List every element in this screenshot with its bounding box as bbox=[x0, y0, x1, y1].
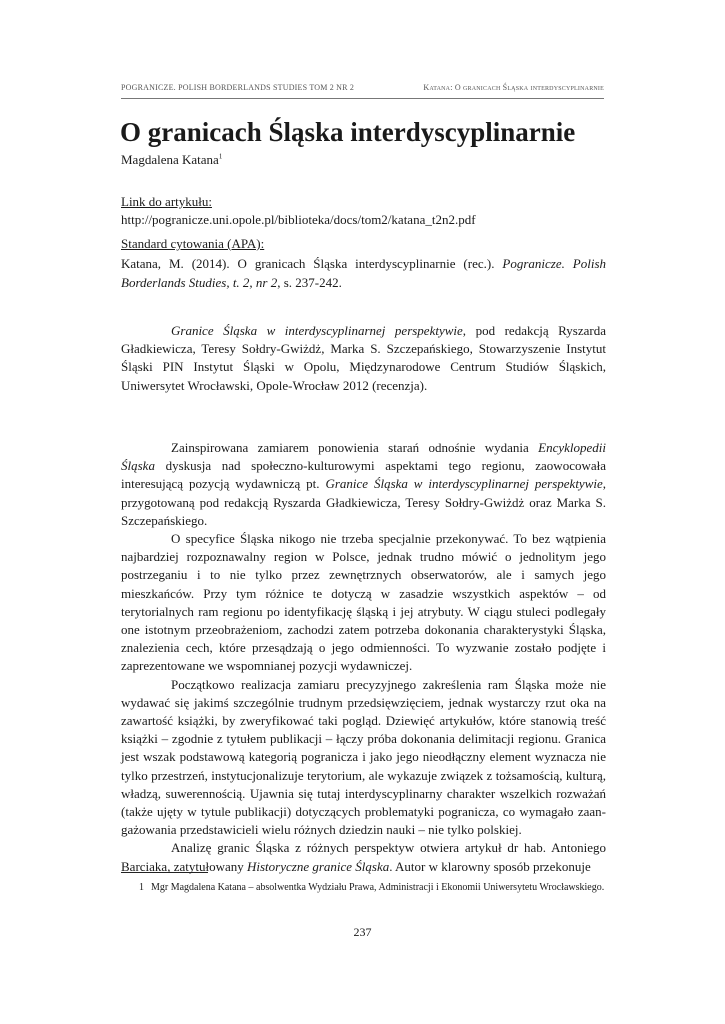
footnote-rule bbox=[121, 872, 208, 873]
citation-text-b: , s. 237-242. bbox=[277, 274, 342, 290]
link-label: Link do artykułu: bbox=[121, 194, 212, 209]
footnote-text: Mgr Magdalena Katana – absolwentka Wydziału Prawa, Administracji i Ekonomii Uniwersytetu Wrocławskiego. bbox=[151, 882, 605, 893]
body-paragraph-1 bbox=[121, 439, 606, 530]
header-rule bbox=[121, 98, 604, 99]
footnote bbox=[121, 881, 606, 895]
article-link[interactable]: http://pogranicze.uni.opole.pl/biblioteka/docs/tom2/katana_t2n2.pdf bbox=[121, 212, 476, 227]
p1-italic-encyclopedia: Encyklopedii Śląska bbox=[121, 440, 606, 474]
author-name bbox=[121, 152, 222, 168]
citation-journal: Pogranicze. Polish Borderlands Studies, t. 2, nr 2 bbox=[121, 256, 606, 290]
review-paragraph bbox=[121, 322, 606, 395]
article-link-block bbox=[121, 193, 606, 229]
author-name-text: Magdalena Katana bbox=[121, 152, 219, 167]
citation-text-a: Katana, M. (2014). O granicach Śląska interdyscyplinarnie (rec.). bbox=[121, 256, 503, 271]
article-body bbox=[121, 439, 606, 876]
running-head-journal: POGRANICZE. POLISH BORDERLANDS STUDIES TOM 2 NR 2 bbox=[121, 83, 355, 92]
article-title: O granicach Śląska interdyscyplinarnie bbox=[120, 117, 576, 147]
footnote-number: 1 bbox=[139, 882, 144, 893]
body-paragraph-3: Początkowo realizacja zamiaru precyzyjnego zakreślenia ram Śląska może nie wydawać się jakimś szczególnie trudnym przedsięwzięciem, jednak wystarczy rzut oka na zawartość książki, by zweryfikować taki pogląd. Dziewięć artykułów, które stanowią treść książki – zgodnie z tytułem publikacji – łączy próba dokonania delimitacji regionu. Granica jest wszak podstawową kategorią pogranicza i jako jego nieodłączny element wyznacza nie tylko przestrzeń, instytucjonalizuje terytorium, ale wykazuje związek z tożsamością, kulturą, władzą, suwerennością. Ujawnia się tutaj interdyscyplinarny charakter wszelkich rozważań (także ujęty w tytule publikacji) dotyczących problematyki pogranicza, co wymagało zaangażowania przedstawicieli wielu różnych dziedzin nauki – nie tylko polskiej. bbox=[121, 676, 606, 838]
p4-text-b: . Autor w klarowny sposób przekonuje bbox=[389, 858, 591, 874]
citation-text bbox=[121, 255, 606, 292]
author-footnote-mark[interactable]: 1 bbox=[218, 152, 223, 161]
running-head bbox=[121, 83, 604, 92]
page-number: 237 bbox=[353, 925, 372, 939]
p1-italic-book: Granice Śląska w interdyscyplinarnej perspektywie bbox=[325, 476, 603, 492]
p4-italic-title: Historyczne granice Śląska bbox=[246, 858, 390, 874]
body-paragraph-2: O specyfice Śląska nikogo nie trzeba specjalnie przekonywać. To bez wątpienia najbardziej rozpoznawalny region w Polsce, jednak trudno mówić o jednolitym jego postrzeganiu i to nie tylko przez zewnętrznych obserwatorów, ale i samych jego mieszkańców. Przy tym różnice te dotyczą w zasadzie wszystkich aspektów – od terytorialnych ram regionu po identyfikację śląską i jej atrybuty. W ciągu stuleci podlegały one istotnym przeobrażeniom, zachodzi zatem potrzeba dokonania charakterystyki Śląska, znalezienia cech, które przesądzają o jego odmienności. To wyzwanie zostało podjęte i zaprezentowane we wspomnianej pozycji wydawniczej. bbox=[121, 531, 606, 674]
review-reference bbox=[121, 322, 606, 395]
running-head-article: Katana: O granicach Śląska interdyscyplinarnie bbox=[423, 83, 604, 92]
p4-text-a: Analizę granic Śląska z różnych perspektyw otwiera artykuł dr hab. Antoniego Barciaka, zatytułowany bbox=[121, 840, 606, 874]
citation-block bbox=[121, 235, 606, 292]
reviewed-book-title: Granice Śląska w interdyscyplinarnej perspektywie bbox=[171, 323, 463, 338]
p1-text-a: Zainspirowana zamiarem ponowienia starań odnośnie wydania bbox=[171, 440, 539, 455]
p1-text-b: dyskusja nad społeczno-kulturowymi aspektami tego regionu, zaowocowała interesującą pozycją wydawniczą pt. bbox=[121, 458, 606, 492]
body-paragraph-4 bbox=[121, 839, 606, 875]
p1-text-c: , przygotowaną pod redakcją Ryszarda Gładkiewicza, Teresy Sołdry-Gwiżdż oraz Marka S. Szczepańskiego. bbox=[121, 476, 606, 528]
citation-label: Standard cytowania (APA): bbox=[121, 236, 265, 251]
review-details: , pod redakcją Ryszarda Gładkiewicza, Teresy Sołdry-Gwiżdż, Marka S. Szczepańskiego, Stowarzyszenie Instytut Śląski PIN Instytut Śląski w Opolu, Międzynarodowe Centrum Studiów Śląskich, Uniwersytet Wrocławski, Opole-Wrocław 2012 (recenzja). bbox=[121, 323, 606, 393]
